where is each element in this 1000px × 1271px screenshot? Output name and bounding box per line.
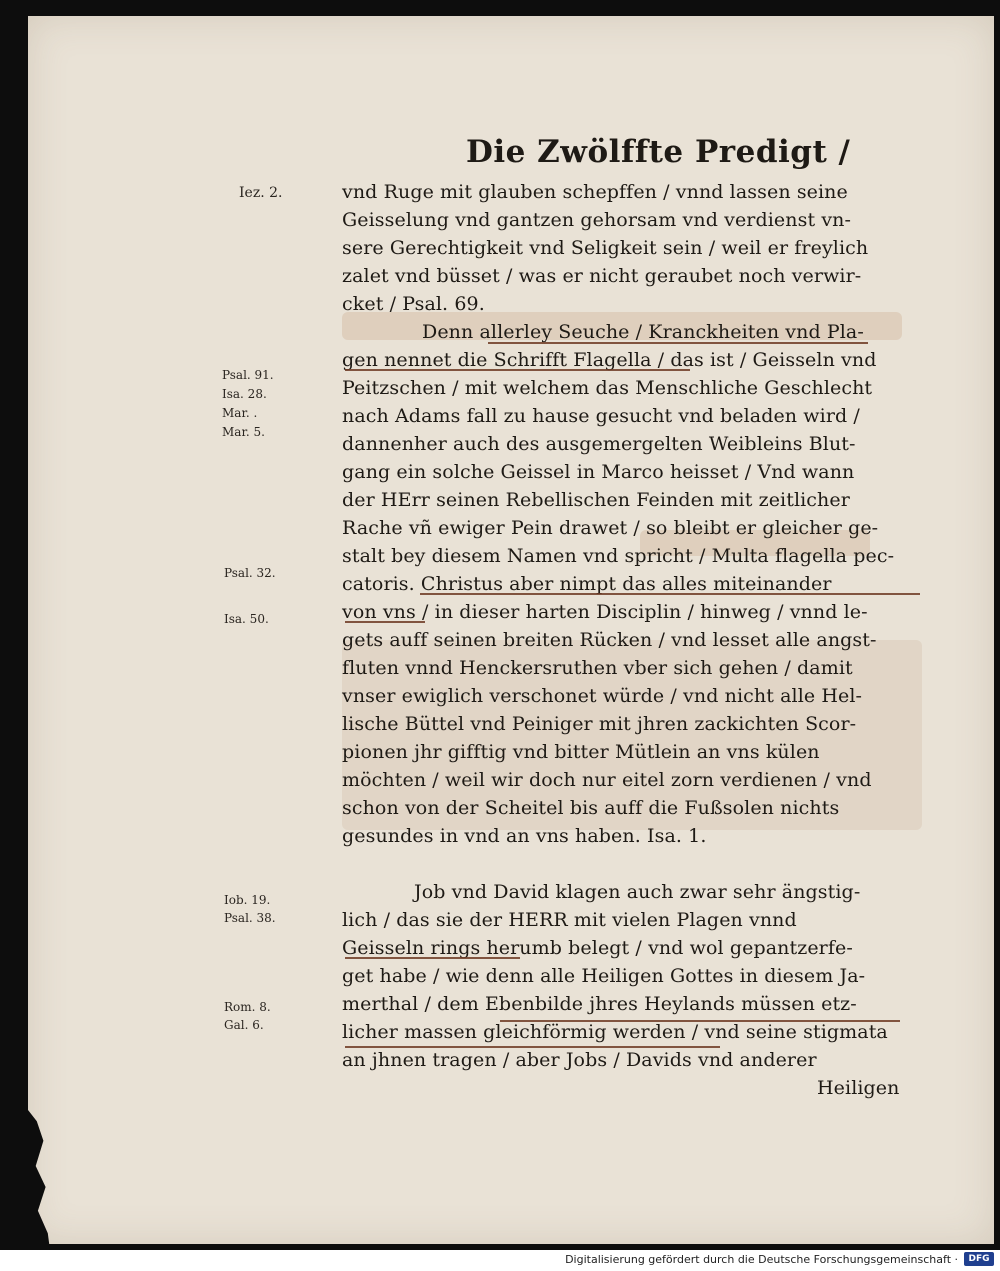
text-line: dannenher auch des ausgemergelten Weibleins Blut- xyxy=(342,433,856,455)
text-line: lich / das sie der HERR mit vielen Plagen vnnd xyxy=(342,909,797,931)
text-line: cket / Psal. 69. xyxy=(342,293,485,315)
text-line: Rache vñ ewiger Pein drawet / so bleibt er gleicher ge- xyxy=(342,517,879,539)
text-line: lische Büttel vnd Peiniger mit jhren zackichten Scor- xyxy=(342,713,857,735)
text-line: Heiligen xyxy=(817,1077,900,1099)
margin-note: Isa. 28. xyxy=(222,387,267,401)
dfg-logo: DFG xyxy=(964,1252,994,1266)
text-line: von vns / in dieser harten Disciplin / hinweg / vnnd le- xyxy=(342,601,868,623)
margin-note: Psal. 38. xyxy=(224,911,276,925)
text-line: Geisseln rings herumb belegt / vnd wol gepantzerfe- xyxy=(342,937,853,959)
text-line: Denn allerley Seuche / Kranckheiten vnd Pla- xyxy=(422,321,864,343)
text-line: Peitzschen / mit welchem das Menschliche Geschlecht xyxy=(342,377,873,399)
text-line: sere Gerechtigkeit vnd Seligkeit sein / weil er freylich xyxy=(342,237,869,259)
margin-note: Isa. 50. xyxy=(224,612,269,626)
text-line: licher massen gleichförmig werden / vnd seine stigmata xyxy=(342,1021,888,1043)
text-line: stalt bey diesem Namen vnd spricht / Multa flagella pec- xyxy=(342,545,895,567)
text-line: pionen jhr gifftig vnd bitter Mütlein an vns külen xyxy=(342,741,820,763)
text-line: möchten / weil wir doch nur eitel zorn verdienen / vnd xyxy=(342,769,872,791)
text-line: an jhnen tragen / aber Jobs / Davids vnd anderer xyxy=(342,1049,817,1071)
text-line: gesundes in vnd an vns haben. Isa. 1. xyxy=(342,825,707,847)
text-line: gen nennet die Schrifft Flagella / das ist / Geisseln vnd xyxy=(342,349,877,371)
pen-underline xyxy=(345,369,690,371)
text-line: catoris. Christus aber nimpt das alles miteinander xyxy=(342,573,832,595)
text-line: zalet vnd büsset / was er nicht geraubet noch verwir- xyxy=(342,265,862,287)
text-line: get habe / wie denn alle Heiligen Gottes in diesem Ja- xyxy=(342,965,866,987)
text-line: merthal / dem Ebenbilde jhres Heylands müssen etz- xyxy=(342,993,857,1015)
text-line: schon von der Scheitel bis auff die Fußsolen nichts xyxy=(342,797,840,819)
text-line: Geisselung vnd gantzen gehorsam vnd verdienst vn- xyxy=(342,209,852,231)
text-line: nach Adams fall zu hause gesucht vnd beladen wird / xyxy=(342,405,860,427)
text-line: der HErr seinen Rebellischen Feinden mit zeitlicher xyxy=(342,489,850,511)
running-header: Die Zwölffte Predigt / xyxy=(466,134,851,170)
margin-note: Iob. 19. xyxy=(224,893,271,907)
text-line: gets auff seinen breiten Rücken / vnd lesset alle angst- xyxy=(342,629,877,651)
digitization-credit: Digitalisierung gefördert durch die Deutsche Forschungsgemeinschaft · xyxy=(565,1253,958,1266)
pen-underline xyxy=(488,342,868,344)
pen-underline xyxy=(345,957,520,959)
margin-note: Psal. 91. xyxy=(222,368,274,382)
margin-note: Gal. 6. xyxy=(224,1018,264,1032)
pen-underline xyxy=(500,1020,900,1022)
pen-underline xyxy=(345,621,425,623)
margin-note: Mar. 5. xyxy=(222,425,265,439)
margin-note: Mar. . xyxy=(222,406,258,420)
margin-note: Rom. 8. xyxy=(224,1000,271,1014)
text-line: fluten vnnd Henckersruthen vber sich gehen / damit xyxy=(342,657,853,679)
pen-underline xyxy=(420,593,920,595)
text-line: gang ein solche Geissel in Marco heisset / Vnd wann xyxy=(342,461,855,483)
text-line: Job vnd David klagen auch zwar sehr ängstig- xyxy=(414,881,861,903)
margin-note: Iez. 2. xyxy=(239,185,283,201)
pen-underline xyxy=(345,1046,720,1048)
text-line: vnser ewiglich verschonet würde / vnd nicht alle Hel- xyxy=(342,685,863,707)
text-line: vnd Ruge mit glauben schepffen / vnnd lassen seine xyxy=(342,181,848,203)
margin-note: Psal. 32. xyxy=(224,566,276,580)
